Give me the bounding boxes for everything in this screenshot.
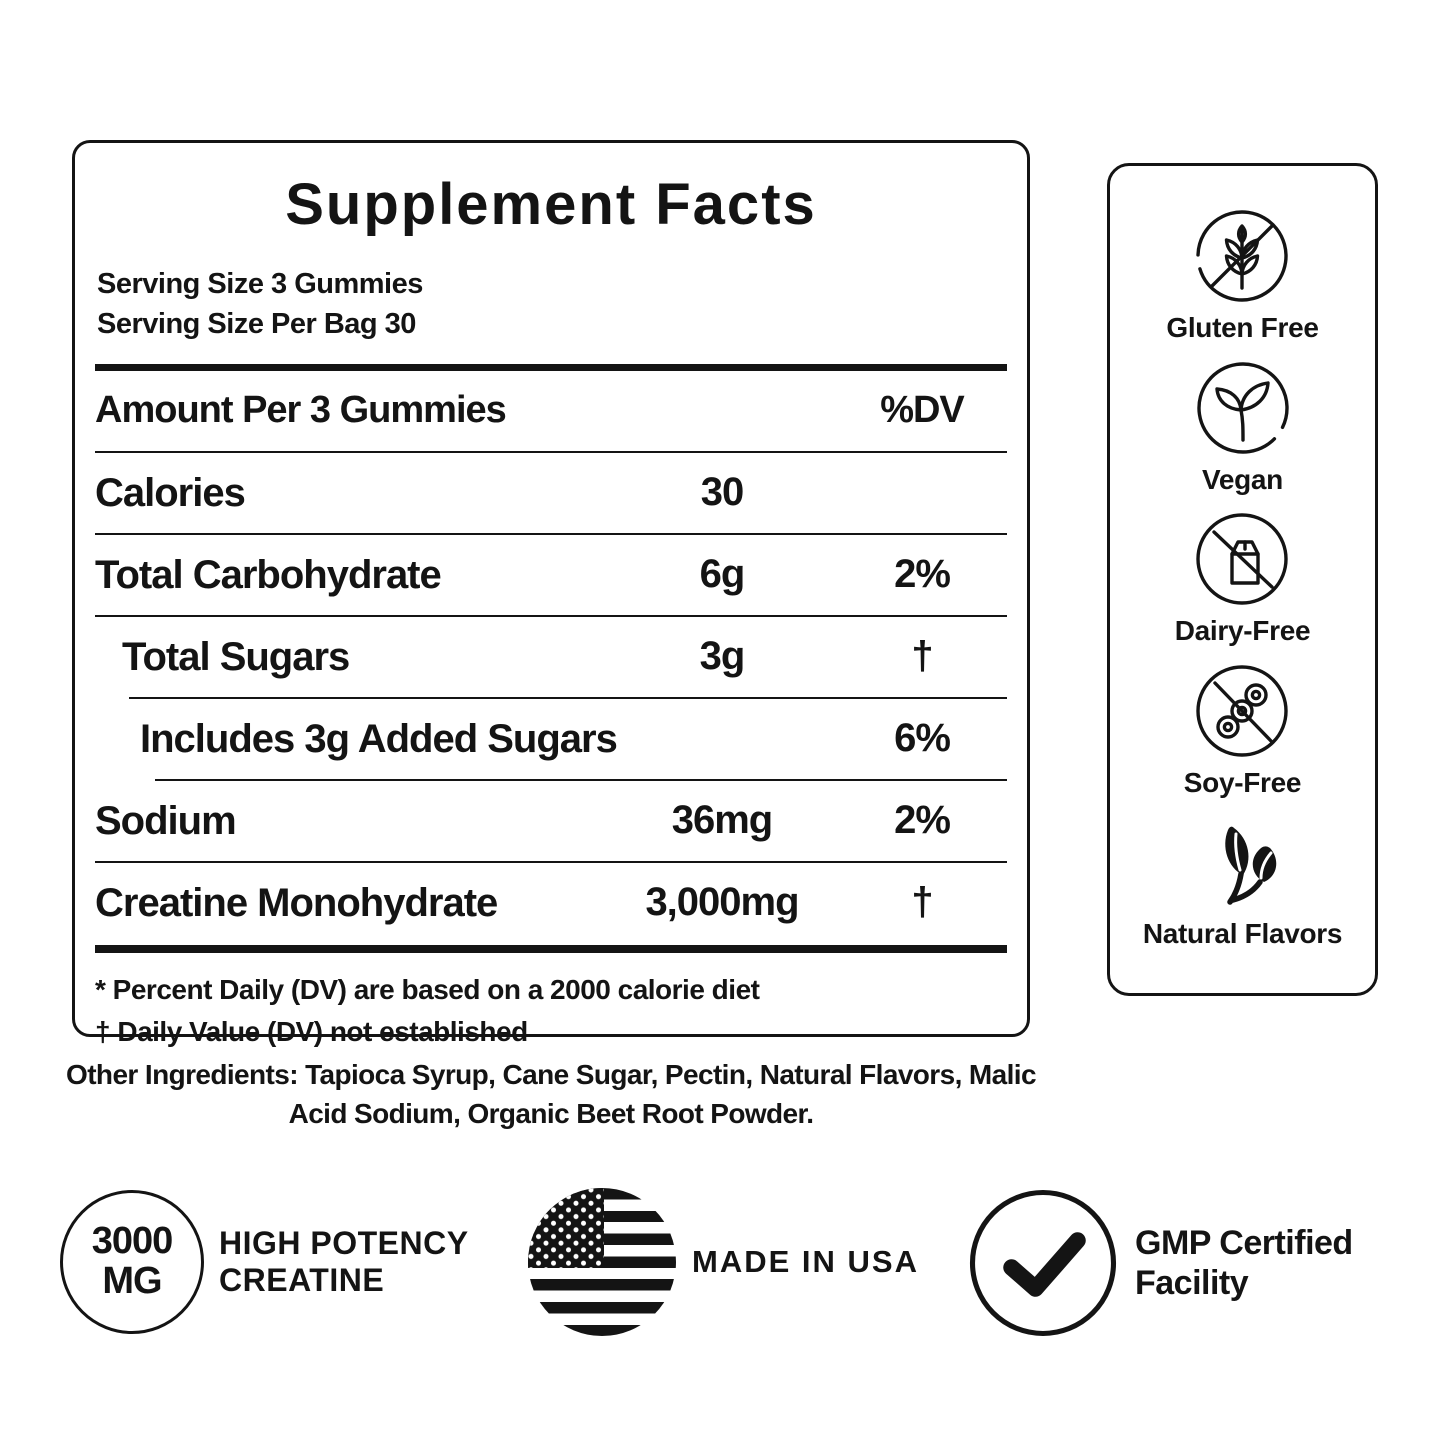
- badge-label: Vegan: [1202, 463, 1283, 495]
- dairy-free-icon: [1192, 509, 1292, 609]
- made-in-usa-label: MADE IN USA: [692, 1244, 919, 1280]
- gmp-line1: GMP Certified: [1135, 1223, 1353, 1262]
- divider-thick: [95, 364, 1007, 371]
- flag-canton: [528, 1188, 604, 1268]
- table-row-total-carbohydrate: [95, 535, 1007, 615]
- table-row-added-sugars: [95, 699, 1007, 779]
- high-potency-label: [219, 1225, 469, 1299]
- badge-label: Gluten Free: [1166, 312, 1319, 343]
- gmp-certified-label: [1135, 1223, 1353, 1303]
- natural-flavors-icon: [1192, 812, 1292, 912]
- badge-natural-flavors: [1143, 812, 1342, 951]
- row-amount: 3g: [699, 634, 745, 679]
- row-amount: 3,000mg: [645, 880, 799, 925]
- dv-header: %DV: [880, 389, 964, 432]
- dosage-circle: [60, 1190, 204, 1334]
- badge-vegan: [1193, 358, 1293, 497]
- row-amount: 6g: [699, 552, 745, 597]
- gmp-line2: Facility: [1135, 1264, 1249, 1302]
- divider-thick: [95, 945, 1007, 953]
- row-label: Calories: [95, 470, 245, 515]
- facts-title: Supplement Facts: [285, 172, 817, 237]
- badge-label: Dairy-Free: [1174, 615, 1311, 647]
- row-dv: †: [911, 880, 933, 925]
- servings-per-bag: Serving Size Per Bag 30: [97, 308, 416, 341]
- row-label: Total Sugars: [122, 634, 350, 679]
- footnote-dv-basis: * Percent Daily (DV) are based on a 2000 calorie diet: [95, 973, 760, 1005]
- row-label: Sodium: [95, 798, 236, 843]
- row-dv: 6%: [894, 716, 950, 761]
- badge-soy-free: [1184, 661, 1301, 800]
- other-ingredients: Other Ingredients: Tapioca Syrup, Cane Sugar, Pectin, Natural Flavors, Malic Acid Sodium, Organic Beet Root Powder.: [66, 1059, 1036, 1129]
- high-potency-line1: HIGH POTENCY: [219, 1225, 469, 1262]
- checkmark-icon: [968, 1188, 1118, 1338]
- table-row-creatine: [95, 863, 1007, 943]
- badge-label: Natural Flavors: [1142, 918, 1343, 950]
- soy-free-icon: [1192, 661, 1292, 761]
- serving-info: [97, 264, 1007, 344]
- row-dv: †: [911, 634, 933, 679]
- footnotes: [95, 969, 1007, 1053]
- usa-flag-icon: [528, 1188, 676, 1336]
- badge-dairy-free: [1175, 509, 1311, 648]
- row-label: Total Carbohydrate: [95, 552, 441, 597]
- row-amount: 30: [700, 470, 744, 515]
- supplement-facts-panel: [72, 140, 1030, 1047]
- dosage-amount: 3000: [91, 1220, 173, 1263]
- row-dv: 2%: [894, 552, 950, 597]
- row-amount: 36mg: [671, 798, 773, 843]
- amount-per-serving-label: Amount Per 3 Gummies: [95, 389, 506, 432]
- high-potency-line2: CREATINE: [219, 1262, 385, 1298]
- table-row-total-sugars: [95, 617, 1007, 697]
- badge-label: Soy-Free: [1183, 766, 1302, 798]
- badge-gluten-free: [1166, 206, 1318, 345]
- row-dv: 2%: [894, 798, 950, 843]
- made-in-usa-badge: [528, 1188, 919, 1336]
- facts-header-row: [95, 371, 1007, 451]
- high-potency-badge: [60, 1190, 469, 1334]
- table-row-calories: [95, 453, 1007, 533]
- footnote-dv-not-established: † Daily Value (DV) not established: [95, 1015, 528, 1047]
- serving-size: Serving Size 3 Gummies: [97, 268, 423, 300]
- dietary-badges-panel: [1107, 163, 1378, 996]
- table-row-sodium: [95, 781, 1007, 861]
- row-label: Includes 3g Added Sugars: [140, 716, 617, 761]
- checkmark-circle: [968, 1188, 1118, 1338]
- gmp-certified-badge: [968, 1188, 1353, 1338]
- row-label: Creatine Monohydrate: [95, 880, 498, 925]
- vegan-icon: [1193, 358, 1293, 458]
- gluten-free-icon: [1192, 206, 1292, 306]
- dosage-unit: MG: [102, 1260, 162, 1302]
